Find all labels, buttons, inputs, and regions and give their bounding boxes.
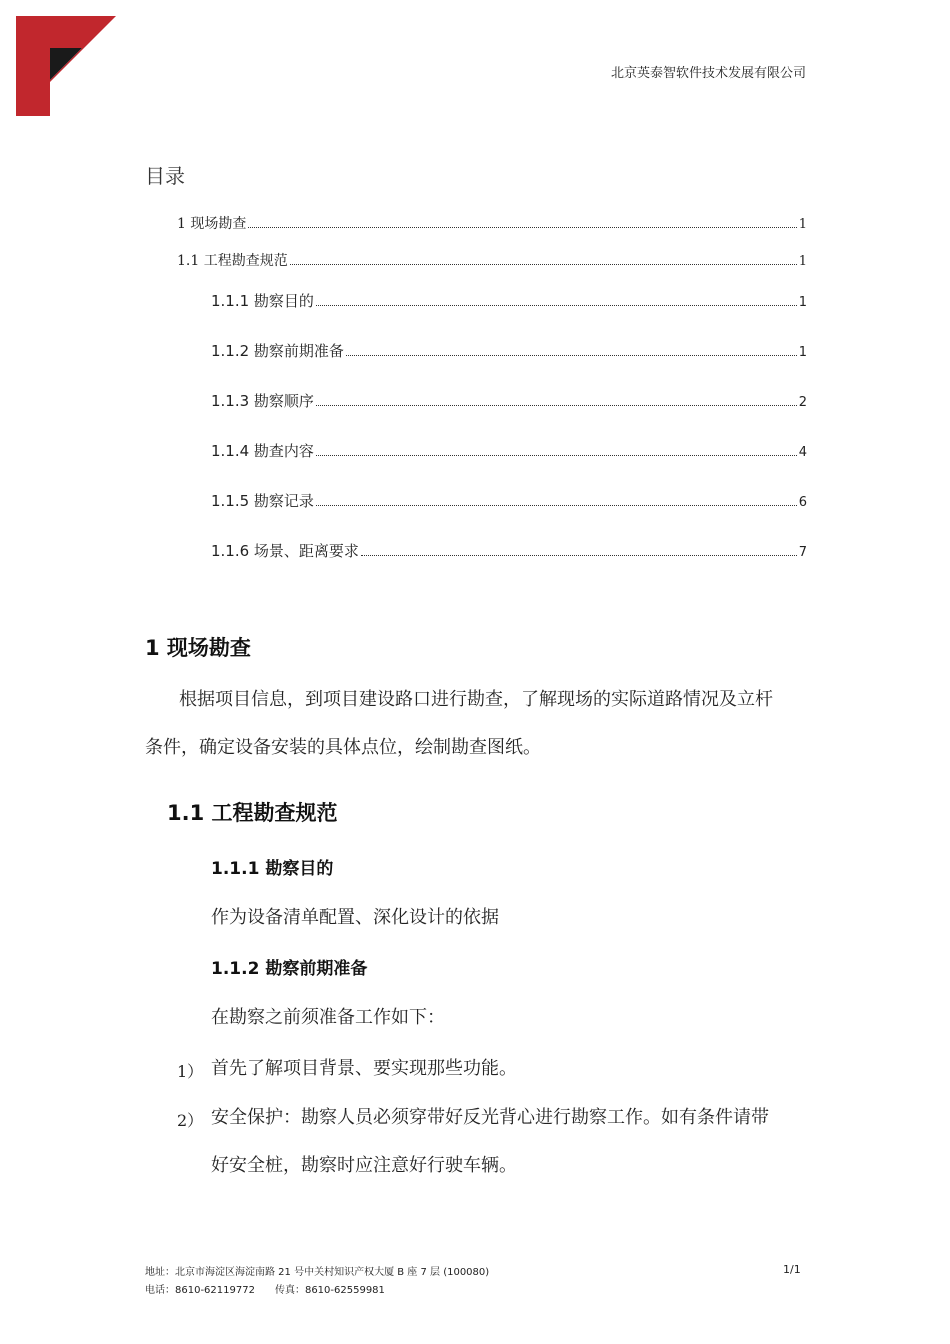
- heading-1: 1 现场勘查: [145, 636, 251, 660]
- toc-dot-leader: [290, 264, 797, 265]
- intro-line-2: 条件，确定设备安装的具体点位，绘制勘查图纸。: [145, 737, 541, 758]
- toc-dot-leader: [316, 405, 797, 406]
- toc-entry[interactable]: [211, 340, 807, 361]
- toc-entry-label: 1.1.4 勘查内容: [211, 442, 314, 460]
- toc-entry-label: 1.1 工程勘查规范: [177, 253, 288, 269]
- toc-entry[interactable]: [177, 250, 807, 270]
- logo-red-shape: [16, 16, 116, 116]
- footer-address: 地址：北京市海淀区海淀南路 21 号中关村知识产权大厦 B 座 7 层 (100080): [145, 1267, 490, 1278]
- toc-entry[interactable]: [177, 213, 807, 233]
- intro-paragraph: [145, 676, 810, 772]
- toc-dot-leader: [316, 505, 797, 506]
- list-item-line: 安全保护：勘察人员必须穿带好反光背心进行勘察工作。如有条件请带: [211, 1107, 769, 1128]
- toc-entry-label: 1.1.2 勘察前期准备: [211, 342, 344, 360]
- toc-entry[interactable]: [211, 540, 807, 561]
- toc-entry-page: 1: [798, 217, 807, 232]
- toc-entry-page: 6: [798, 495, 807, 510]
- preparation-intro: 在勘察之前须准备工作如下：: [211, 1007, 445, 1028]
- purpose-text: 作为设备清单配置、深化设计的依据: [211, 907, 499, 928]
- list-item: [211, 1045, 811, 1093]
- toc-entry[interactable]: [211, 440, 807, 461]
- footer-contact: 电话：8610-62119772 传真：8610-62559981: [145, 1285, 385, 1296]
- list-item-line: 好安全桩，勘察时应注意好行驶车辆。: [211, 1155, 517, 1176]
- toc-entry-page: 4: [798, 445, 807, 460]
- list-number: 1）: [177, 1062, 204, 1081]
- toc-entry-page: 2: [798, 395, 807, 410]
- list-item: [211, 1094, 811, 1190]
- list-number: 2）: [177, 1111, 204, 1130]
- heading-3-purpose: 1.1.1 勘察目的: [211, 859, 334, 879]
- toc-dot-leader: [316, 305, 797, 306]
- toc-dot-leader: [361, 555, 797, 556]
- company-name: 北京英泰智软件技术发展有限公司: [610, 66, 806, 81]
- toc-dot-leader: [316, 455, 797, 456]
- toc-entry[interactable]: [211, 490, 807, 511]
- toc-entry-page: 1: [798, 254, 807, 269]
- toc-entry[interactable]: [211, 290, 807, 311]
- toc-entry-label: 1 现场勘查: [177, 216, 247, 232]
- toc-entry-page: 7: [798, 545, 807, 560]
- heading-3-preparation: 1.1.2 勘察前期准备: [211, 959, 368, 979]
- logo-black-triangle: [50, 48, 82, 80]
- heading-2: 1.1 工程勘查规范: [167, 801, 338, 825]
- company-logo: [16, 16, 116, 116]
- list-item-line: 首先了解项目背景、要实现那些功能。: [211, 1058, 517, 1079]
- toc-dot-leader: [248, 227, 796, 228]
- toc-dot-leader: [346, 355, 797, 356]
- toc-entry-label: 1.1.1 勘察目的: [211, 292, 314, 310]
- toc-title: 目录: [145, 164, 185, 188]
- toc-entry-label: 1.1.6 场景、距离要求: [211, 542, 359, 560]
- toc-entry-page: 1: [798, 345, 807, 360]
- footer-page-number: 1/1: [783, 1263, 801, 1276]
- intro-line-1: 根据项目信息，到项目建设路口进行勘查，了解现场的实际道路情况及立杆: [179, 689, 773, 710]
- toc-entry-label: 1.1.3 勘察顺序: [211, 392, 314, 410]
- toc-entry-page: 1: [798, 295, 807, 310]
- toc-entry-label: 1.1.5 勘察记录: [211, 492, 314, 510]
- toc-entry[interactable]: [211, 390, 807, 411]
